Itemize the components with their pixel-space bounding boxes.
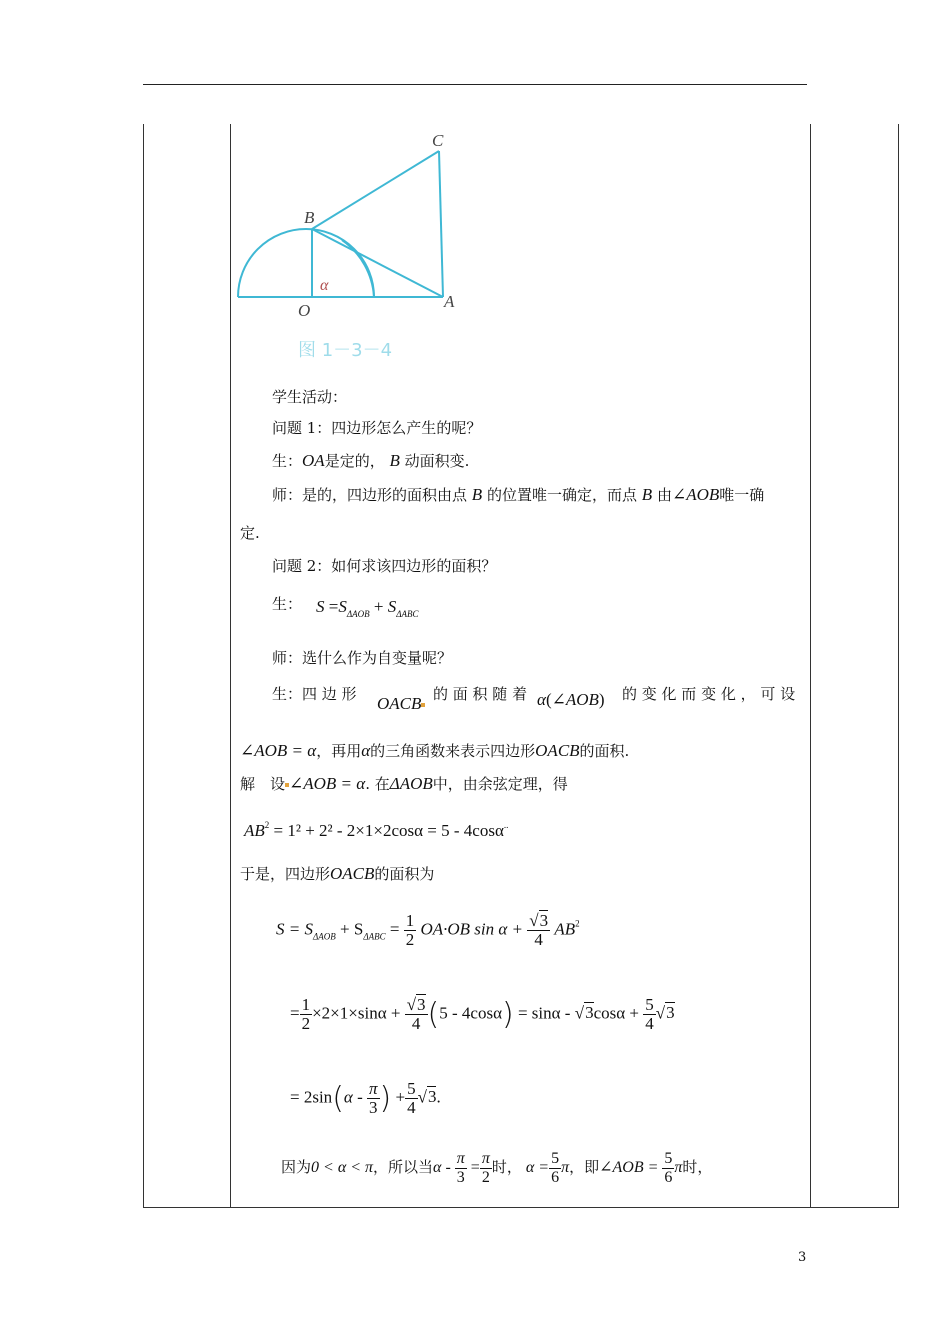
student-activity: 学生活动： [272, 388, 348, 406]
teacher-answer-1: 师：是的，四边形的面积由点 B 的位置唯一确定，而点 B 由∠AOB唯一确 [272, 485, 765, 504]
arc [342, 240, 374, 297]
label-b: B [304, 208, 315, 227]
alpha-angle-expression: α(∠AOB) [537, 690, 605, 709]
geometry-figure [232, 128, 472, 363]
student-answer-3-mid: 的 面 积 随 着 [433, 685, 528, 703]
label-o: O [298, 301, 311, 320]
segment-ba [312, 229, 443, 297]
table-border-bottom [143, 1207, 899, 1208]
solution-intro: 解 设 ∠AOB = α. 在ΔAOB中，由余弦定理，得 [240, 774, 568, 793]
label-a: A [444, 292, 455, 311]
label-alpha: α [320, 277, 329, 294]
semicircle [238, 229, 374, 297]
conclusion-line: 因为0 < α < π，所以当α - $\frac{\pi}{3}$ = $\frac{\pi}{2}$ 时， α = $\frac{5}{6}$ π，即∠AOB = $\frac{5}{6}$ π时， [281, 1150, 713, 1186]
area-formula-1: $S =S_{\Delta AOB} + S_{\Delta ABC}$ [316, 597, 419, 619]
student-answer-4: ∠AOB = α，再用α的三角函数来表示四边形OACB的面积. [240, 741, 630, 760]
student-answer-3-suffix: 的 变 化 而 变 化 ， 可 设 [622, 685, 796, 703]
student-answer-3-prefix: 生：四 边 形 [272, 685, 357, 703]
teacher-question-2: 师：选什么作为自变量呢？ [272, 649, 453, 667]
segment-ca [439, 151, 443, 297]
teacher-answer-1-cont: 定. [240, 524, 260, 542]
table-border-left [143, 124, 144, 1208]
segment-bc [312, 151, 439, 229]
table-border-inner-right [810, 124, 811, 1208]
student-answer-1: 生：OA是定的， B 动面积变. [272, 451, 470, 470]
oacb-symbol-1: OACB [377, 694, 425, 714]
figure-lines [238, 151, 443, 297]
page-number: 3 [798, 1250, 807, 1265]
label-c: C [432, 131, 444, 150]
area-equation-line-2: = $\frac{1}{2}$ ×2×1×sinα + $\frac{√3}{4}$ (5 - 4cosα) = sinα - √3cosα + $\frac{5}{4}$ √3 [290, 995, 675, 1033]
question-2: 问题 2：如何求该四边形的面积？ [272, 557, 497, 575]
question-1: 问题 1：四边形怎么产生的呢？ [272, 419, 482, 437]
table-border-inner-left [230, 124, 231, 1208]
cosine-law-equation: $AB^2 = 1^2 + 2^2 - 2\times 1\times 2\cos\alpha = 5 - 4\cos\alpha^{..}$ [244, 820, 509, 840]
area-intro: 于是，四边形OACB的面积为 [240, 864, 435, 883]
table-border-right [898, 124, 899, 1208]
student-answer-2: 生： [272, 595, 303, 613]
area-equation-line-3: = 2sin(α - $\frac{\pi}{3}$ ) + $\frac{5}{4}$ √3. [290, 1079, 441, 1117]
area-equation-line-1: $S = S_{\Delta AOB} + S_{\Delta ABC}$ = $\frac{1}{2}$ OA·OB sin α + $\frac{√3}{4}$ $AB^2$ [276, 911, 580, 949]
figure-caption: 图 1－3－4 [298, 340, 393, 361]
header-rule [143, 84, 807, 85]
